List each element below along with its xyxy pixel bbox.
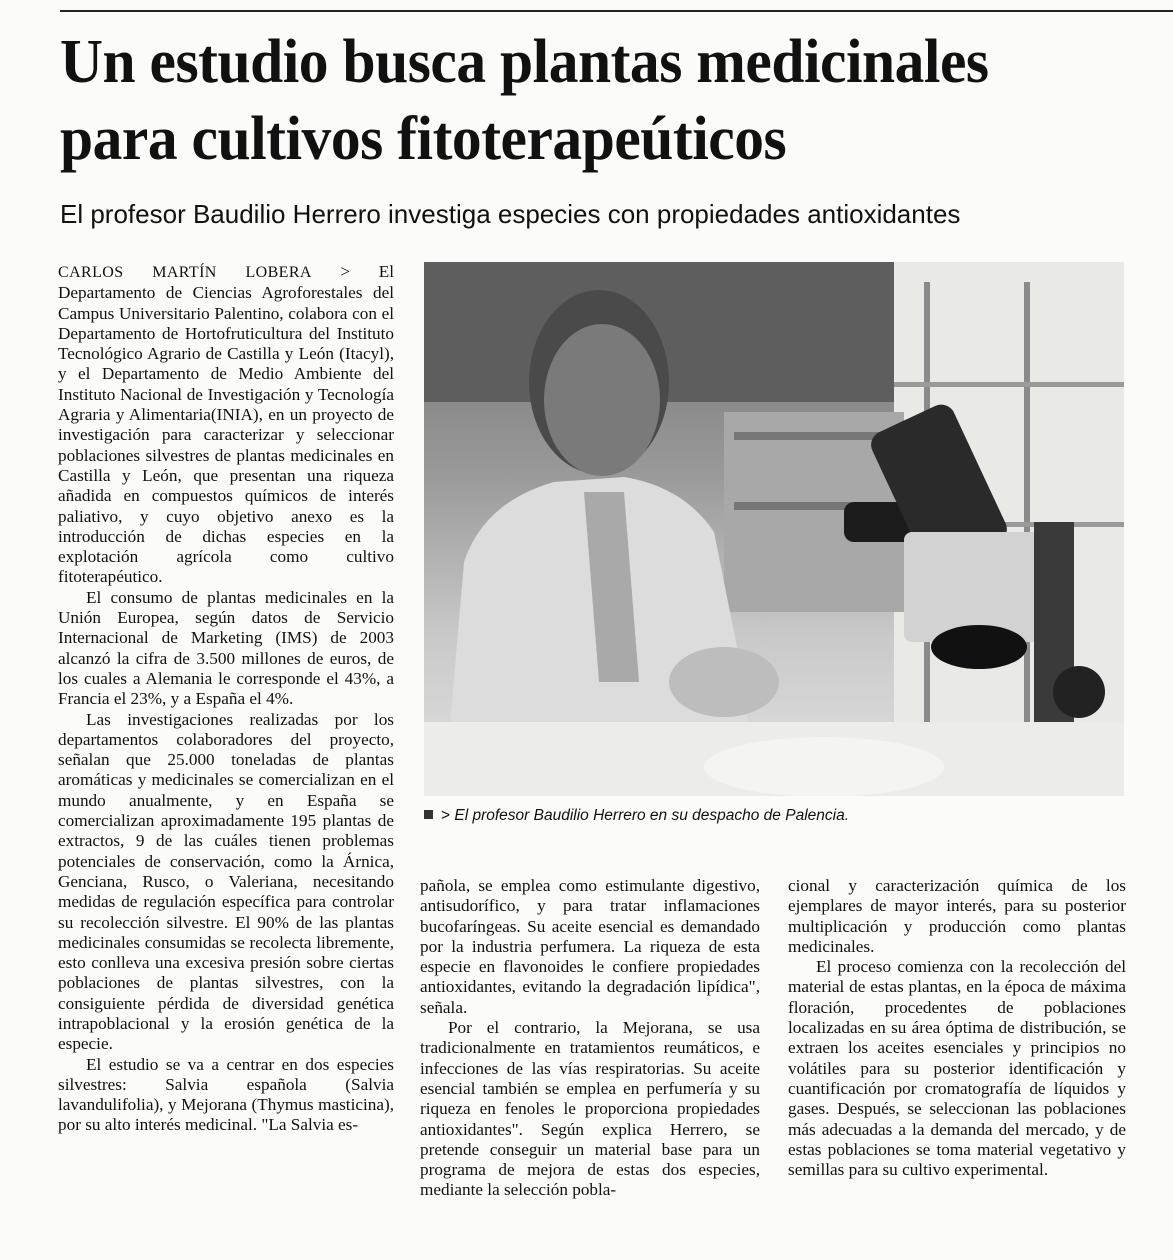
headline-line-2: para cultivos fitoterapeúticos xyxy=(60,105,787,173)
article-photo xyxy=(424,262,1124,796)
article-column-1 xyxy=(58,262,394,1136)
paragraph: pañola, se emplea como estimulante digestivo, antisudorífico, y para tratar inflamaciones bucofaríngeas. Su aceite esencial es demandado por la industria perfumera. La riqueza de esta especie en flavonoides le confiere propiedades antioxidantes, evitando la degradación lipídica", señala. xyxy=(420,876,760,1017)
lead-paragraph xyxy=(58,262,394,588)
caption-bullet-icon xyxy=(424,810,433,819)
top-rule-cap xyxy=(1150,10,1173,16)
paragraph: Por el contrario, la Mejorana, se usa tradicionalmente en tratamientos reumáticos, e infecciones de las vías respiratorias. Su aceite esencial también se emplea en perfumería y su riqueza en fenoles le proporciona propiedades antioxidantes". Según explica Herrero, se pretende conseguir un material base para un programa de mejora de estas dos especies, mediante la selección pobla- xyxy=(420,1018,760,1200)
byline-separator: > xyxy=(311,262,379,281)
paragraph: El consumo de plantas medicinales en la Unión Europea, según datos de Servicio Internacional de Marketing (IMS) de 2003 alcanzó la cifra de 3.500 millones de euros, de los cuales a Alemania le corresponde el 43%, a Francia el 23%, y a España el 4%. xyxy=(58,587,394,709)
headline-line-1: Un estudio busca plantas medicinales xyxy=(60,28,989,96)
photo-illustration xyxy=(424,262,1124,796)
top-rule xyxy=(60,10,1173,12)
paragraph: El proceso comienza con la recolección del material de estas plantas, en la época de máxima floración, procedentes de poblaciones localizadas en su área óptima de distribución, se extraen los aceites esenciales y principios no volátiles para su posterior identificación y cuantificación por cromatografía de líquidos y gases. Después, se seleccionan las poblaciones más adecuadas a la demanda del mercado, y de estas poblaciones se toma material vegetativo y semillas para su cultivo experimental. xyxy=(788,957,1126,1180)
paragraph: cional y caracterización química de los ejemplares de mayor interés, para su posterior multiplicación y producción como plantas medicinales. xyxy=(788,876,1126,956)
article-column-2 xyxy=(420,876,760,1201)
byline: CARLOS MARTÍN LOBERA xyxy=(58,264,312,281)
article-column-3 xyxy=(788,876,1126,1180)
lead-paragraph-text: El Departamento de Ciencias Agroforestales del Campus Universitario Palentino, colabora con el Departamento de Hortofruticultura del Instituto Tecnológico Agrario de Castilla y León (Itacyl), y el Departamento de Medio Ambiente del Instituto Nacional de Investigación y Tecnología Agraria y Alimentaria(INIA), en un proyecto de investigación para caracterizar y seleccionar poblaciones silvestres de plantas medicinales en Castilla y León, que presentan una riqueza añadida en compuestos químicos de interés paliativo, y cuyo objetivo anexo es la introducción de dichas especies en la explotación agrícola como cultivo fitoterapéutico. xyxy=(58,262,394,587)
headline xyxy=(60,24,1116,178)
paragraph: El estudio se va a centrar en dos especies silvestres: Salvia española (Salvia lavandulifolia), y Mejorana (Thymus masticina), por su alto interés medicinal. "La Salvia es- xyxy=(58,1054,394,1135)
subheadline: El profesor Baudilio Herrero investiga especies con propiedades antioxidantes xyxy=(60,199,961,229)
photo-caption xyxy=(424,806,1124,826)
caption-text: El profesor Baudilio Herrero en su despacho de Palencia. xyxy=(454,807,849,824)
paragraph: Las investigaciones realizadas por los departamentos colaboradores del proyecto, señalan que 25.000 toneladas de plantas aromáticas y medicinales se comercializan en el mundo anualmente, y en España se comercializan aproximadamente 195 plantas de extractos, 9 de las cuáles tienen problemas potenciales de conservación, como la Árnica, Genciana, Rusco, o Valeriana, necesitando medidas de regulación específica para controlar su recolección silvestre. El 90% de las plantas medicinales consumidas se recolecta libremente, esto conlleva una excesiva presión sobre ciertas poblaciones de plantas silvestres, con la consiguiente pérdida de diversidad genética intrapoblacional y la erosión genética de la especie. xyxy=(58,709,394,1054)
caption-marker: > xyxy=(441,807,451,824)
